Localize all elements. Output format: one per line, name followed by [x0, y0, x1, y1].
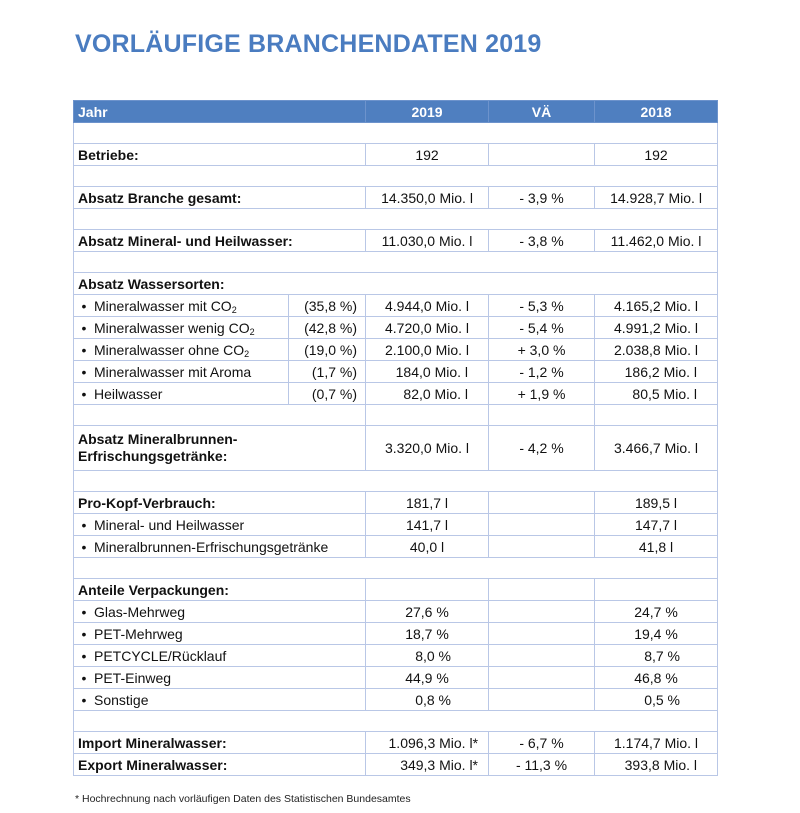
- section-label: Anteile Verpackungen:: [74, 579, 366, 601]
- row-label: Pro-Kopf-Verbrauch:: [74, 492, 366, 514]
- item-name: • PETCYCLE/Rücklauf: [74, 645, 366, 667]
- value-va: [489, 667, 595, 689]
- header-2018: 2018: [595, 101, 718, 123]
- value-2018: 186,2 Mio. l: [595, 361, 718, 383]
- sorte-share: (19,0 %): [289, 339, 366, 361]
- header-va: VÄ: [489, 101, 595, 123]
- value-2019: 82,0 Mio. l: [366, 383, 489, 405]
- spacer-row: [74, 558, 718, 579]
- value-2019: 184,0 Mio. l: [366, 361, 489, 383]
- bullet-icon: •: [81, 341, 87, 358]
- spacer-row: [74, 166, 718, 187]
- value-2018: 4.991,2 Mio. l: [595, 317, 718, 339]
- footnote: * Hochrechnung nach vorläufigen Daten des Statistischen Bundesamtes: [75, 793, 411, 805]
- bullet-icon: •: [81, 691, 87, 708]
- value-2019: 2.100,0 Mio. l: [366, 339, 489, 361]
- sorte-share: (42,8 %): [289, 317, 366, 339]
- table-row-verpackung: [74, 623, 718, 645]
- value-va: - 5,3 %: [489, 295, 595, 317]
- bullet-icon: •: [81, 625, 87, 642]
- item-name: • PET-Mehrweg: [74, 623, 366, 645]
- table-header-row: [74, 101, 718, 123]
- item-name: • PET-Einweg: [74, 667, 366, 689]
- section-label: Absatz Wassersorten:: [74, 273, 718, 295]
- value-2019: 1.096,3 Mio. l*: [366, 732, 489, 754]
- value-2018: 14.928,7 Mio. l: [595, 187, 718, 209]
- row-label: Absatz Branche gesamt:: [74, 187, 366, 209]
- value-2019: 0,8 %: [366, 689, 489, 711]
- table-row-betriebe: [74, 144, 718, 166]
- value-va: - 3,9 %: [489, 187, 595, 209]
- table-row-sorte: [74, 383, 718, 405]
- value-2018: 11.462,0 Mio. l: [595, 230, 718, 252]
- bullet-icon: •: [81, 363, 87, 380]
- value-2018: 4.165,2 Mio. l: [595, 295, 718, 317]
- sorte-name: • Mineralwasser mit Aroma: [74, 361, 289, 383]
- value-2019: 141,7 l: [366, 514, 489, 536]
- value-2018: 19,4 %: [595, 623, 718, 645]
- item-name: • Glas-Mehrweg: [74, 601, 366, 623]
- value-2018: 3.466,7 Mio. l: [595, 426, 718, 471]
- value-2018: 41,8 l: [595, 536, 718, 558]
- table-row-export: [74, 754, 718, 776]
- table-row-sorte: [74, 361, 718, 383]
- value-va: - 11,3 %: [489, 754, 595, 776]
- value-2019: 4.720,0 Mio. l: [366, 317, 489, 339]
- row-label: Absatz Mineral- und Heilwasser:: [74, 230, 366, 252]
- sorte-share: (0,7 %): [289, 383, 366, 405]
- bullet-icon: •: [81, 516, 87, 533]
- row-label: Absatz Mineralbrunnen- Erfrischungsgetränke:: [74, 426, 366, 471]
- bullet-icon: •: [81, 669, 87, 686]
- sorte-name: • Mineralwasser wenig $CO_2$: [74, 317, 289, 339]
- value-va: - 5,4 %: [489, 317, 595, 339]
- value-2019: 181,7 l: [366, 492, 489, 514]
- value-2019: 27,6 %: [366, 601, 489, 623]
- sorte-share: (35,8 %): [289, 295, 366, 317]
- value-2018: 8,7 %: [595, 645, 718, 667]
- row-label: Export Mineralwasser:: [74, 754, 366, 776]
- bullet-icon: •: [81, 538, 87, 555]
- table-row-pro-kopf-item: [74, 536, 718, 558]
- header-2019: 2019: [366, 101, 489, 123]
- row-label: Import Mineralwasser:: [74, 732, 366, 754]
- value-va: [489, 689, 595, 711]
- spacer-row: [74, 405, 718, 426]
- value-2018: 1.174,7 Mio. l: [595, 732, 718, 754]
- value-va: + 3,0 %: [489, 339, 595, 361]
- value-2019: 192: [366, 144, 489, 166]
- bullet-icon: •: [81, 385, 87, 402]
- value-2019: 18,7 %: [366, 623, 489, 645]
- section-header-verpackungen: [74, 579, 718, 601]
- bullet-icon: •: [81, 647, 87, 664]
- value-2018: 0,5 %: [595, 689, 718, 711]
- value-2019: 349,3 Mio. l*: [366, 754, 489, 776]
- table-row-verpackung: [74, 645, 718, 667]
- table-row-import: [74, 732, 718, 754]
- bullet-icon: •: [81, 297, 87, 314]
- value-2019: 40,0 l: [366, 536, 489, 558]
- value-va: [489, 536, 595, 558]
- value-2018: 46,8 %: [595, 667, 718, 689]
- table-row-sorte: [74, 295, 718, 317]
- spacer-row: [74, 209, 718, 230]
- value-2018: 189,5 l: [595, 492, 718, 514]
- value-2019: 11.030,0 Mio. l: [366, 230, 489, 252]
- value-va: [489, 601, 595, 623]
- spacer-row: [74, 252, 718, 273]
- table-row-absatz-erfrischung: [74, 426, 718, 471]
- bullet-icon: •: [81, 603, 87, 620]
- section-header-wassersorten: [74, 273, 718, 295]
- value-2019: 8,0 %: [366, 645, 489, 667]
- value-2018: 2.038,8 Mio. l: [595, 339, 718, 361]
- spacer-row: [74, 471, 718, 492]
- value-va: [489, 623, 595, 645]
- value-2019: 44,9 %: [366, 667, 489, 689]
- row-label: Betriebe:: [74, 144, 366, 166]
- value-va: [489, 514, 595, 536]
- value-va: - 1,2 %: [489, 361, 595, 383]
- sorte-name: • Mineralwasser mit $CO_2$: [74, 295, 289, 317]
- sorte-name: • Mineralwasser ohne $CO_2$: [74, 339, 289, 361]
- table-row-sorte: [74, 339, 718, 361]
- value-2019: 3.320,0 Mio. l: [366, 426, 489, 471]
- table-row-verpackung: [74, 667, 718, 689]
- item-name: • Mineralbrunnen-Erfrischungsgetränke: [74, 536, 366, 558]
- value-va: [489, 645, 595, 667]
- table-row-verpackung: [74, 601, 718, 623]
- table-row-pro-kopf: [74, 492, 718, 514]
- value-va: + 1,9 %: [489, 383, 595, 405]
- value-2018: 147,7 l: [595, 514, 718, 536]
- page-title: VORLÄUFIGE BRANCHENDATEN 2019: [75, 30, 542, 58]
- table-row-sorte: [74, 317, 718, 339]
- value-2018: 393,8 Mio. l: [595, 754, 718, 776]
- value-va: [489, 144, 595, 166]
- branchendaten-table: [73, 100, 718, 776]
- header-jahr: Jahr: [74, 101, 366, 123]
- value-2019: 14.350,0 Mio. l: [366, 187, 489, 209]
- value-2019: 4.944,0 Mio. l: [366, 295, 489, 317]
- value-2018: 24,7 %: [595, 601, 718, 623]
- item-name: • Sonstige: [74, 689, 366, 711]
- bullet-icon: •: [81, 319, 87, 336]
- spacer-row: [74, 123, 718, 144]
- table-row-absatz-mineral: [74, 230, 718, 252]
- value-va: - 6,7 %: [489, 732, 595, 754]
- value-va: - 3,8 %: [489, 230, 595, 252]
- spacer-row: [74, 711, 718, 732]
- table-row-pro-kopf-item: [74, 514, 718, 536]
- table-row-absatz-branche: [74, 187, 718, 209]
- value-va: - 4,2 %: [489, 426, 595, 471]
- item-name: • Mineral- und Heilwasser: [74, 514, 366, 536]
- value-2018: 192: [595, 144, 718, 166]
- table-row-verpackung: [74, 689, 718, 711]
- value-va: [489, 492, 595, 514]
- sorte-share: (1,7 %): [289, 361, 366, 383]
- sorte-name: • Heilwasser: [74, 383, 289, 405]
- value-2018: 80,5 Mio. l: [595, 383, 718, 405]
